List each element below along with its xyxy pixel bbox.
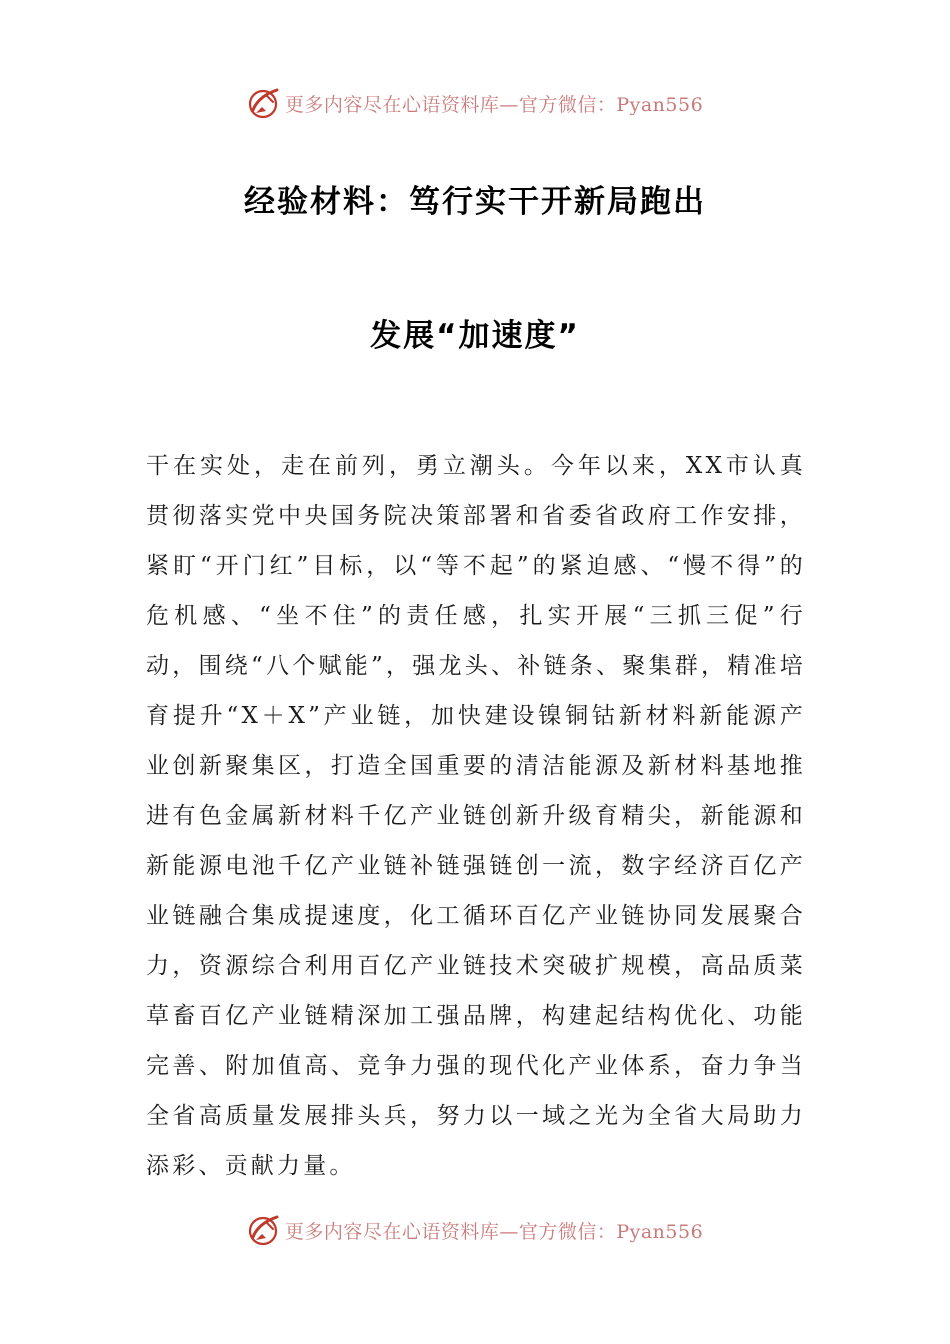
pen-logo-icon [247, 1213, 281, 1247]
footer-watermark-banner [0, 1208, 950, 1252]
footer-banner-text: 更多内容尽在心语资料库—官方微信：Pyan556 [284, 1220, 704, 1243]
document-title-line-1: 经验材料：笃行实干开新局跑出 [244, 184, 706, 220]
document-title-line-2: 发展“加速度” [370, 318, 580, 354]
header-banner-text: 更多内容尽在心语资料库—官方微信：Pyan556 [284, 93, 704, 116]
body-paragraph: 干在实处，走在前列，勇立潮头。今年以来，XX市认真贯彻落实党中央国务院决策部署和省委省政府工作安排，紧盯“开门红”目标，以“等不起”的紧迫感、“慢不得”的危机感、“坐不住”的责任感，扎实开展“三抓三促”行动，围绕“八个赋能”，强龙头、补链条、聚集群，精准培育提升“X＋X”产业链，加快建设镍铜钴新材料新能源产业创新聚集区，打造全国重要的清洁能源及新材料基地推进有色金属新材料千亿产业链创新升级育精尖，新能源和新能源电池千亿产业链补链强链创一流，数字经济百亿产业链融合集成提速度，化工循环百亿产业链协同发展聚合力，资源综合利用百亿产业链技术突破扩规模，高品质菜草畜百亿产业链精深加工强品牌，构建起结构优化、功能完善、附加值高、竞争力强的现代化产业体系，奋力争当全省高质量发展排头兵，努力以一域之光为全省大局助力添彩、贡献力量。 [146, 453, 806, 1179]
header-watermark-banner [0, 81, 950, 125]
pen-logo-icon [247, 86, 281, 120]
